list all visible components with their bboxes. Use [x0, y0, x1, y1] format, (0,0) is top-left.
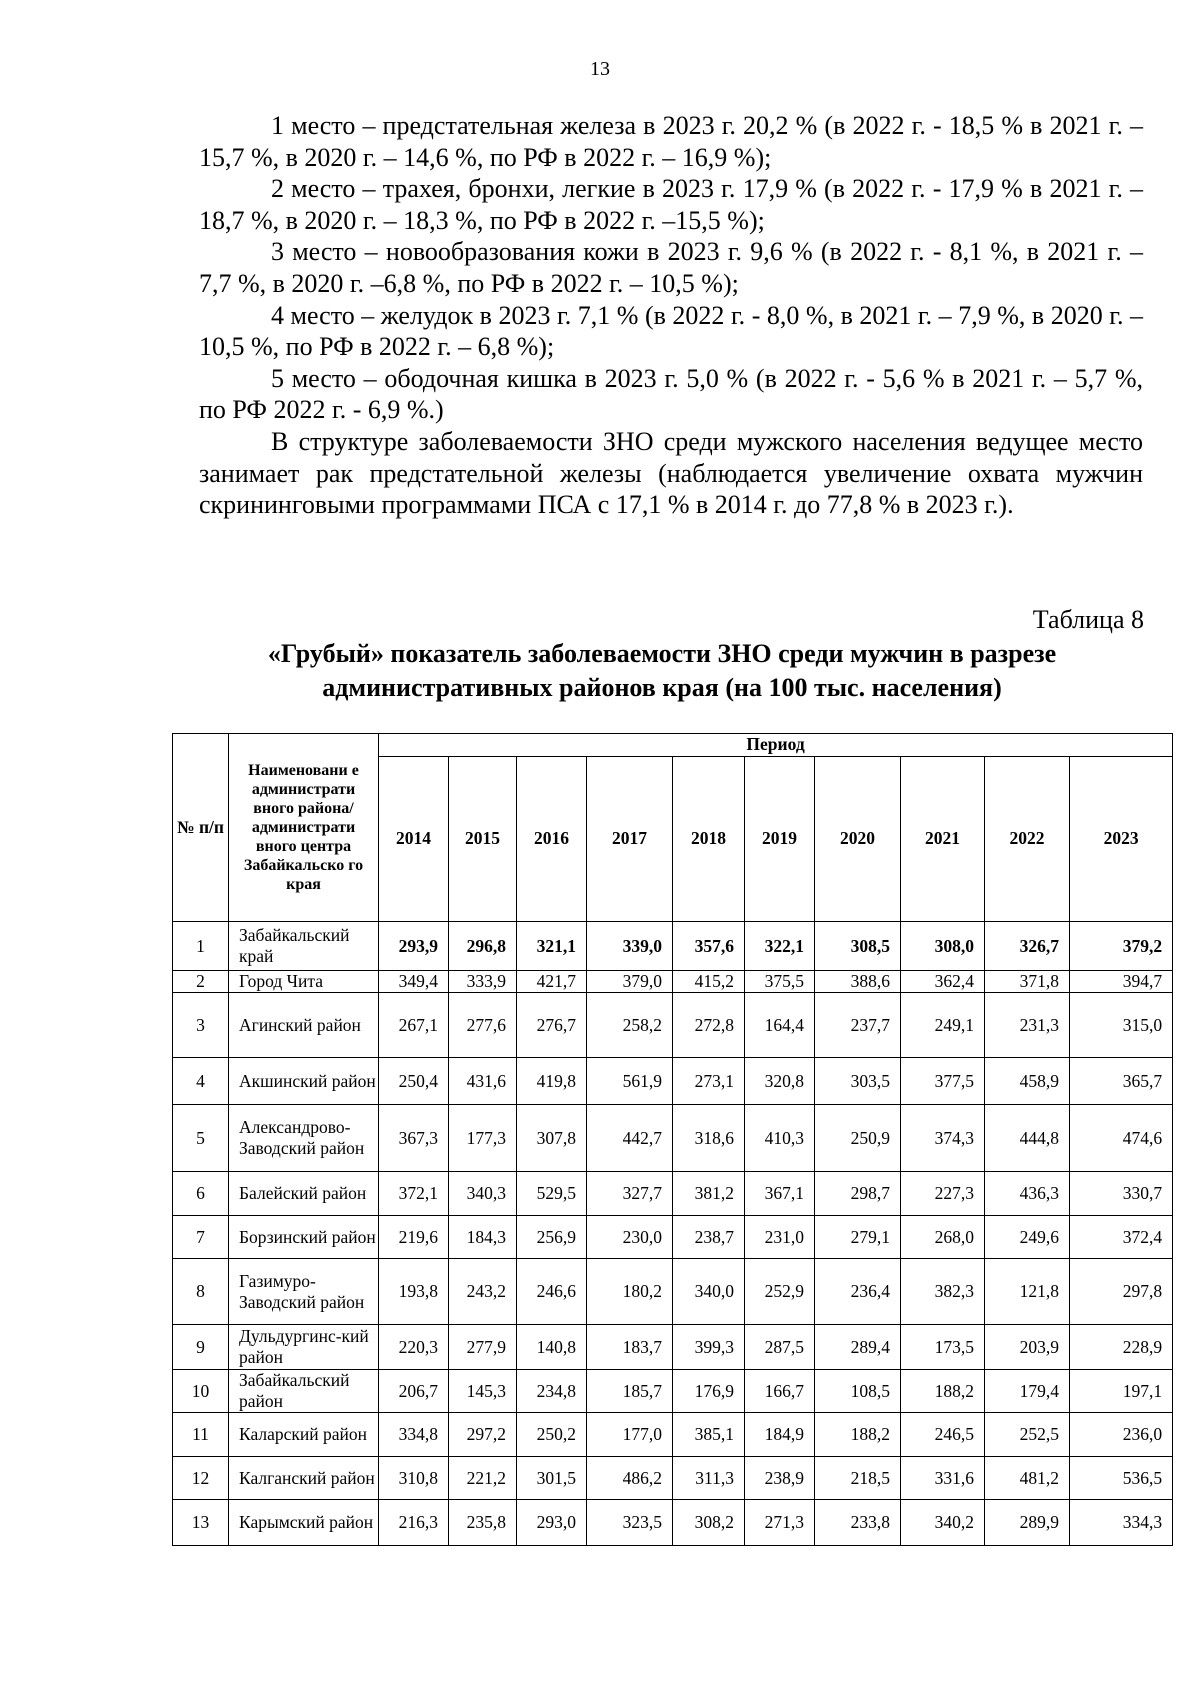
value-cell: 307,8 [517, 1105, 587, 1172]
value-cell: 315,0 [1070, 993, 1173, 1058]
value-cell: 228,9 [1070, 1325, 1173, 1370]
paragraph-rank-3: 3 место – новообразования кожи в 2023 г. 9,6 % (в 2022 г. - 8,1 %, в 2021 г. – 7,7 %, в 2020 г. –6,8 %, по РФ в 2022 г. – 10,5 %); [199, 237, 1143, 298]
paragraph-rank-1: 1 место – предстательная железа в 2023 г. 20,2 % (в 2022 г. - 18,5 % в 2021 г. – 15,7 %, в 2020 г. – 14,6 %, по РФ в 2022 г. – 16,9 %); [199, 111, 1143, 172]
value-cell: 231,3 [985, 993, 1070, 1058]
value-cell: 279,1 [815, 1216, 901, 1259]
value-cell: 333,9 [449, 971, 517, 993]
value-cell: 334,3 [1070, 1500, 1173, 1546]
value-cell: 293,0 [517, 1500, 587, 1546]
header-number: № п/п [173, 734, 229, 922]
value-cell: 365,7 [1070, 1058, 1173, 1105]
value-cell: 250,2 [517, 1413, 587, 1457]
value-cell: 268,0 [901, 1216, 985, 1259]
value-cell: 320,8 [745, 1058, 815, 1105]
value-cell: 231,0 [745, 1216, 815, 1259]
paragraph-rank-2: 2 место – трахея, бронхи, легкие в 2023 г. 17,9 % (в 2022 г. - 17,9 % в 2021 г. – 18,7 %, в 2020 г. – 18,3 %, по РФ в 2022 г. –15,5 %); [199, 174, 1143, 235]
header-year: 2022 [985, 757, 1070, 922]
table-row [173, 1058, 1173, 1105]
value-cell: 298,7 [815, 1172, 901, 1216]
value-cell: 140,8 [517, 1325, 587, 1370]
value-cell: 357,6 [673, 922, 745, 971]
value-cell: 326,7 [985, 922, 1070, 971]
value-cell: 271,3 [745, 1500, 815, 1546]
value-cell: 258,2 [587, 993, 673, 1058]
value-cell: 249,1 [901, 993, 985, 1058]
value-cell: 536,5 [1070, 1457, 1173, 1500]
paragraph-rank-4: 4 место – желудок в 2023 г. 7,1 % (в 2022 г. - 8,0 %, в 2021 г. – 7,9 %, в 2020 г. – 10,5 %, по РФ в 2022 г. – 6,8 %); [199, 300, 1143, 362]
row-number: 7 [173, 1216, 229, 1259]
value-cell: 249,6 [985, 1216, 1070, 1259]
region-name: Забайкальский край [229, 922, 379, 971]
row-number: 1 [173, 922, 229, 971]
value-cell: 177,3 [449, 1105, 517, 1172]
value-cell: 188,2 [901, 1370, 985, 1413]
table-title [160, 637, 1164, 705]
value-cell: 252,9 [745, 1259, 815, 1325]
value-cell: 415,2 [673, 971, 745, 993]
body-text [199, 110, 1143, 521]
value-cell: 273,1 [673, 1058, 745, 1105]
region-name: Газимуро-Заводский район [229, 1259, 379, 1325]
header-region: Наименовани е администрати вного района/ администрати вного центра Забайкальско го края [229, 734, 379, 922]
value-cell: 321,1 [517, 922, 587, 971]
value-cell: 399,3 [673, 1325, 745, 1370]
value-cell: 486,2 [587, 1457, 673, 1500]
value-cell: 230,0 [587, 1216, 673, 1259]
header-year: 2015 [449, 757, 517, 922]
value-cell: 561,9 [587, 1058, 673, 1105]
value-cell: 219,6 [379, 1216, 449, 1259]
table-caption: Таблица 8 [1032, 605, 1144, 634]
value-cell: 243,2 [449, 1259, 517, 1325]
value-cell: 277,6 [449, 993, 517, 1058]
value-cell: 183,7 [587, 1325, 673, 1370]
value-cell: 377,5 [901, 1058, 985, 1105]
value-cell: 421,7 [517, 971, 587, 993]
value-cell: 197,1 [1070, 1370, 1173, 1413]
value-cell: 372,4 [1070, 1216, 1173, 1259]
value-cell: 250,9 [815, 1105, 901, 1172]
value-cell: 246,5 [901, 1413, 985, 1457]
value-cell: 289,9 [985, 1500, 1070, 1546]
table-row [173, 1259, 1173, 1325]
value-cell: 252,5 [985, 1413, 1070, 1457]
value-cell: 367,1 [745, 1172, 815, 1216]
value-cell: 238,9 [745, 1457, 815, 1500]
table-row [173, 971, 1173, 993]
value-cell: 173,5 [901, 1325, 985, 1370]
value-cell: 218,5 [815, 1457, 901, 1500]
row-number: 6 [173, 1172, 229, 1216]
value-cell: 331,6 [901, 1457, 985, 1500]
value-cell: 108,5 [815, 1370, 901, 1413]
header-year: 2017 [587, 757, 673, 922]
page-number: 13 [590, 58, 610, 80]
table-row [173, 993, 1173, 1058]
value-cell: 311,3 [673, 1457, 745, 1500]
value-cell: 379,0 [587, 971, 673, 993]
value-cell: 303,5 [815, 1058, 901, 1105]
value-cell: 301,5 [517, 1457, 587, 1500]
region-name: Дульдургинс-кий район [229, 1325, 379, 1370]
value-cell: 372,1 [379, 1172, 449, 1216]
value-cell: 385,1 [673, 1413, 745, 1457]
region-name: Калганский район [229, 1457, 379, 1500]
value-cell: 394,7 [1070, 971, 1173, 993]
value-cell: 529,5 [517, 1172, 587, 1216]
table-row [173, 1105, 1173, 1172]
value-cell: 436,3 [985, 1172, 1070, 1216]
table-row [173, 922, 1173, 971]
value-cell: 203,9 [985, 1325, 1070, 1370]
value-cell: 296,8 [449, 922, 517, 971]
value-cell: 193,8 [379, 1259, 449, 1325]
value-cell: 238,7 [673, 1216, 745, 1259]
value-cell: 474,6 [1070, 1105, 1173, 1172]
value-cell: 297,8 [1070, 1259, 1173, 1325]
value-cell: 481,2 [985, 1457, 1070, 1500]
value-cell: 188,2 [815, 1413, 901, 1457]
value-cell: 220,3 [379, 1325, 449, 1370]
table-header-row-1 [173, 734, 1173, 757]
region-name: Агинский район [229, 993, 379, 1058]
value-cell: 310,8 [379, 1457, 449, 1500]
header-year: 2016 [517, 757, 587, 922]
value-cell: 276,7 [517, 993, 587, 1058]
row-number: 4 [173, 1058, 229, 1105]
region-name: Карымский район [229, 1500, 379, 1546]
value-cell: 277,9 [449, 1325, 517, 1370]
value-cell: 289,4 [815, 1325, 901, 1370]
row-number: 13 [173, 1500, 229, 1546]
region-name: Борзинский район [229, 1216, 379, 1259]
header-year: 2014 [379, 757, 449, 922]
value-cell: 308,5 [815, 922, 901, 971]
value-cell: 334,8 [379, 1413, 449, 1457]
value-cell: 381,2 [673, 1172, 745, 1216]
value-cell: 177,0 [587, 1413, 673, 1457]
value-cell: 322,1 [745, 922, 815, 971]
row-number: 12 [173, 1457, 229, 1500]
value-cell: 458,9 [985, 1058, 1070, 1105]
header-year: 2020 [815, 757, 901, 922]
value-cell: 206,7 [379, 1370, 449, 1413]
value-cell: 382,3 [901, 1259, 985, 1325]
paragraph-structure: В структуре заболеваемости ЗНО среди мужского населения ведущее место занимает рак предстательной железы (наблюдается увеличение охвата мужчин скрининговыми программами ПСА с 17,1 % в 2014 г. до 77,8 % в 2023 г.). [199, 426, 1143, 520]
header-year: 2018 [673, 757, 745, 922]
value-cell: 267,1 [379, 993, 449, 1058]
header-year: 2023 [1070, 757, 1173, 922]
value-cell: 340,2 [901, 1500, 985, 1546]
value-cell: 362,4 [901, 971, 985, 993]
table-row [173, 1457, 1173, 1500]
value-cell: 272,8 [673, 993, 745, 1058]
value-cell: 145,3 [449, 1370, 517, 1413]
value-cell: 330,7 [1070, 1172, 1173, 1216]
value-cell: 308,2 [673, 1500, 745, 1546]
value-cell: 233,8 [815, 1500, 901, 1546]
region-name: Забайкальский район [229, 1370, 379, 1413]
table-row [173, 1370, 1173, 1413]
region-name: Каларский район [229, 1413, 379, 1457]
value-cell: 367,3 [379, 1105, 449, 1172]
row-number: 8 [173, 1259, 229, 1325]
value-cell: 184,9 [745, 1413, 815, 1457]
value-cell: 374,3 [901, 1105, 985, 1172]
value-cell: 235,8 [449, 1500, 517, 1546]
value-cell: 287,5 [745, 1325, 815, 1370]
value-cell: 179,4 [985, 1370, 1070, 1413]
value-cell: 349,4 [379, 971, 449, 993]
table-row [173, 1500, 1173, 1546]
value-cell: 431,6 [449, 1058, 517, 1105]
table-body [173, 922, 1173, 1546]
table-title-line-2: административных районов края (на 100 тыс. населения) [322, 673, 1002, 702]
value-cell: 221,2 [449, 1457, 517, 1500]
table-row [173, 1172, 1173, 1216]
region-name: Александрово-Заводский район [229, 1105, 379, 1172]
value-cell: 297,2 [449, 1413, 517, 1457]
value-cell: 293,9 [379, 922, 449, 971]
header-year: 2019 [745, 757, 815, 922]
value-cell: 166,7 [745, 1370, 815, 1413]
header-period: Период [379, 734, 1173, 757]
table-title-line-1: «Грубый» показатель заболеваемости ЗНО среди мужчин в разрезе [267, 639, 1057, 668]
region-name: Акшинский район [229, 1058, 379, 1105]
row-number: 11 [173, 1413, 229, 1457]
value-cell: 184,3 [449, 1216, 517, 1259]
row-number: 9 [173, 1325, 229, 1370]
value-cell: 256,9 [517, 1216, 587, 1259]
value-cell: 308,0 [901, 922, 985, 971]
region-name: Город Чита [229, 971, 379, 993]
value-cell: 419,8 [517, 1058, 587, 1105]
value-cell: 340,0 [673, 1259, 745, 1325]
value-cell: 180,2 [587, 1259, 673, 1325]
value-cell: 236,0 [1070, 1413, 1173, 1457]
region-name: Балейский район [229, 1172, 379, 1216]
table-container [172, 733, 1172, 1546]
row-number: 5 [173, 1105, 229, 1172]
table-row [173, 1413, 1173, 1457]
value-cell: 237,7 [815, 993, 901, 1058]
value-cell: 388,6 [815, 971, 901, 993]
value-cell: 340,3 [449, 1172, 517, 1216]
value-cell: 246,6 [517, 1259, 587, 1325]
value-cell: 327,7 [587, 1172, 673, 1216]
value-cell: 339,0 [587, 922, 673, 971]
value-cell: 227,3 [901, 1172, 985, 1216]
value-cell: 234,8 [517, 1370, 587, 1413]
value-cell: 250,4 [379, 1058, 449, 1105]
value-cell: 318,6 [673, 1105, 745, 1172]
value-cell: 121,8 [985, 1259, 1070, 1325]
value-cell: 442,7 [587, 1105, 673, 1172]
value-cell: 164,4 [745, 993, 815, 1058]
row-number: 3 [173, 993, 229, 1058]
value-cell: 236,4 [815, 1259, 901, 1325]
incidence-table [172, 733, 1173, 1546]
row-number: 2 [173, 971, 229, 993]
value-cell: 444,8 [985, 1105, 1070, 1172]
header-year: 2021 [901, 757, 985, 922]
value-cell: 375,5 [745, 971, 815, 993]
value-cell: 216,3 [379, 1500, 449, 1546]
value-cell: 371,8 [985, 971, 1070, 993]
row-number: 10 [173, 1370, 229, 1413]
table-row [173, 1216, 1173, 1259]
value-cell: 176,9 [673, 1370, 745, 1413]
table-row [173, 1325, 1173, 1370]
value-cell: 379,2 [1070, 922, 1173, 971]
value-cell: 323,5 [587, 1500, 673, 1546]
paragraph-rank-5: 5 место – ободочная кишка в 2023 г. 5,0 % (в 2022 г. - 5,6 % в 2021 г. – 5,7 %, по РФ 2022 г. - 6,9 %.) [199, 363, 1143, 425]
value-cell: 410,3 [745, 1105, 815, 1172]
value-cell: 185,7 [587, 1370, 673, 1413]
